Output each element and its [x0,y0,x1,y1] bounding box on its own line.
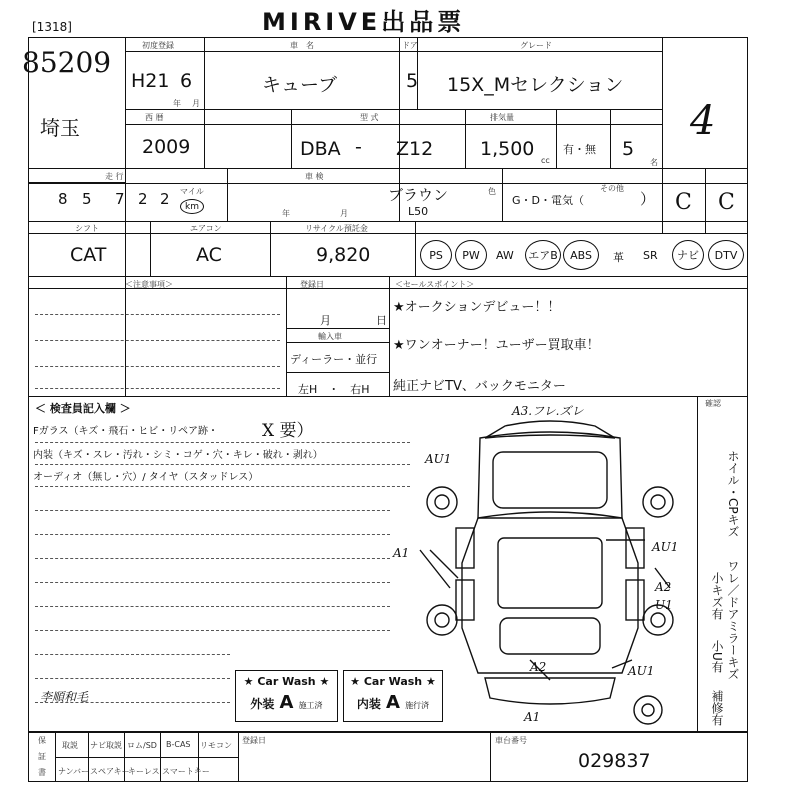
entry-day: 日 [376,314,387,327]
footer-rom-sd: ロム/SD [127,741,157,750]
label-displacement: 排気量 [490,113,514,122]
label-cc: cc [541,156,550,165]
warranty-char-2: 証 [38,752,46,761]
damage-right-mid: AU1 [652,540,679,554]
recycle-fee: 9,820 [316,244,371,266]
sales-point-2: ★ワンオーナー！ユーザー買取車！ [393,338,600,353]
damage-bottom: A1 [524,710,541,724]
damage-top: A3.フレ.ズレ [512,404,584,418]
inspector-glass-mark: X 要） [262,421,314,441]
label-car-name: 車 名 [290,41,314,50]
footer-manual: 取説 [62,741,78,750]
option-ps: PS [420,240,452,270]
car-name: キューブ [262,74,338,96]
inspector-signature: 李順和毛 [40,690,89,704]
inspector-title: ＜ 検査員記入欄 ＞ [35,402,131,415]
entry-dealer: ディーラー・並行 [290,353,378,366]
entry-month: 月 [320,314,331,327]
label-history-footer: 登録日 [242,736,266,745]
car-wash-ext-done: 施工済 [298,701,323,710]
sheet-id: [1318] [32,20,72,34]
color-type-close: ） [640,190,656,208]
mileage-digit-3: 7 [115,190,125,208]
damage-left-top: AU1 [425,452,452,466]
lot-number: 85209 [22,46,112,79]
serial-number: 029837 [578,750,651,772]
footer-bcas: B-CAS [166,740,191,749]
entry-handle: 左H ・ 右H [298,383,370,396]
door-count: 5 [406,70,419,92]
overall-score: 4 [690,98,716,144]
mileage-digit-4: 2 [138,190,148,208]
model-prefix: DBA [300,138,341,160]
mileage-unit-mile: マイル [180,187,204,196]
label-month: 月 [192,99,200,108]
label-shift: シフト [75,224,99,233]
option-sunroof: SR [643,249,658,262]
label-import: 輸入車 [318,332,342,341]
inspector-interior: 内装（キズ・スレ・汚れ・シミ・コゲ・穴・キレ・破れ・剥れ） [33,450,323,461]
color-type: G・D・電気（ [512,194,584,207]
label-model-year: 西 暦 [145,113,164,122]
car-wash-int-done: 施行済 [405,701,430,710]
side-note-2: 小キズ有 [710,572,724,620]
label-mileage: 走 行 [105,172,124,181]
option-aw: AW [496,249,514,262]
label-door: ドア [402,41,418,50]
footer-keyless: キーレス [128,767,160,776]
label-serial: 車台番号 [495,736,527,745]
damage-bottom-a2: A2 [530,660,547,674]
footer-plate: ナンバー [58,767,90,776]
label-recycle: リサイクル預託金 [305,224,368,233]
car-wash-interior [343,670,443,722]
footer-spare-key: スペアキー [90,767,130,776]
car-wash-ext-label: 外装 [250,697,275,711]
footer-remote: リモコン [200,741,232,750]
option-leather: 革 [613,251,624,264]
footer-navi-manual: ナビ取説 [90,741,122,750]
inspection-month-label: 月 [340,209,348,218]
warranty-char-1: 保 [38,736,46,745]
damage-bottom-right: AU1 [628,664,655,678]
displacement-value: 1,500 [480,138,535,160]
shift-value: CAT [70,244,107,266]
option-airbag: エアB [525,240,561,270]
sheet-title: MIRIVE出品票 [262,8,466,36]
mileage-unit-km: km [180,199,204,214]
label-notes: ＜注意事項＞ [125,280,173,289]
warranty-char-3: 書 [38,768,46,777]
inspector-glass: Fガラス（キズ・飛石・ヒビ・リペア跡・ [33,426,219,437]
vehicle-damage-diagram [400,398,700,728]
inspector-audio: オーディオ（無し・穴）/ タイヤ（スタッドレス） [33,472,259,483]
damage-right-u1: U1 [655,598,673,612]
side-note-1: ホイル・CPキズ [726,450,740,538]
label-seats: 名 [650,158,658,167]
ac-yesno: 有・無 [563,143,596,156]
car-wash-ext-grade: A [279,692,294,713]
sales-point-1: ★オークションデビュー！！ [393,300,561,315]
color-name: ブラウン [388,186,449,204]
footer-smart-key: スマートキー [162,767,210,776]
label-check: 確認 [705,399,721,408]
damage-left-mid: A1 [393,546,410,560]
interior-grade: C [675,190,692,215]
damage-right-a2: A2 [655,580,672,594]
model-dash: - [355,136,362,158]
mileage-digit-1: 8 [58,190,68,208]
color-other: その他 [600,184,624,193]
car-wash-int-label: 内装 [356,697,381,711]
option-pw: PW [455,240,487,270]
color-code: L50 [408,205,429,218]
model-year: 2009 [142,136,191,158]
model-code: Z12 [396,138,434,160]
region: 埼玉 [40,116,80,140]
first-reg-month: 6 [180,70,193,92]
car-wash-int-grade: A [386,692,400,713]
label-ac: エアコン [190,224,222,233]
side-note-3: 補修有 [710,690,724,726]
seating-capacity: 5 [622,138,635,160]
label-sales: ＜セールスポイント＞ [395,280,475,289]
label-first-reg: 初度登録 [142,41,174,50]
mileage-digit-5: 2 [160,190,170,208]
label-inspection: 車 検 [305,172,324,181]
car-wash-exterior [235,670,338,722]
left-header-frame [28,37,125,183]
ac-value: AC [196,244,222,266]
label-grade: グレード [520,41,552,50]
mileage-digit-2: 5 [82,190,92,208]
grade-value: 15X_Mセレクション [447,74,624,96]
car-wash-ext-title: ★ Car Wash ★ [243,675,330,688]
option-abs: ABS [563,240,599,270]
exterior-grade: C [718,190,735,215]
car-wash-int-title: ★ Car Wash ★ [350,675,436,688]
side-note-1b: ワレ／ドアミラーキズ [726,560,740,680]
option-navi: ナビ [672,240,704,270]
label-color: 色 [488,187,496,196]
label-year: 年 [173,99,181,108]
inspection-year-label: 年 [282,209,290,218]
sales-point-3: 純正ナビTV、バックモニター [393,379,566,394]
option-dtv: DTV [708,240,744,270]
label-model: 型 式 [360,113,379,122]
first-reg-era: H21 [131,70,170,92]
side-note-2b: 小U有 [710,640,724,673]
label-history: 登録日 [300,280,324,289]
